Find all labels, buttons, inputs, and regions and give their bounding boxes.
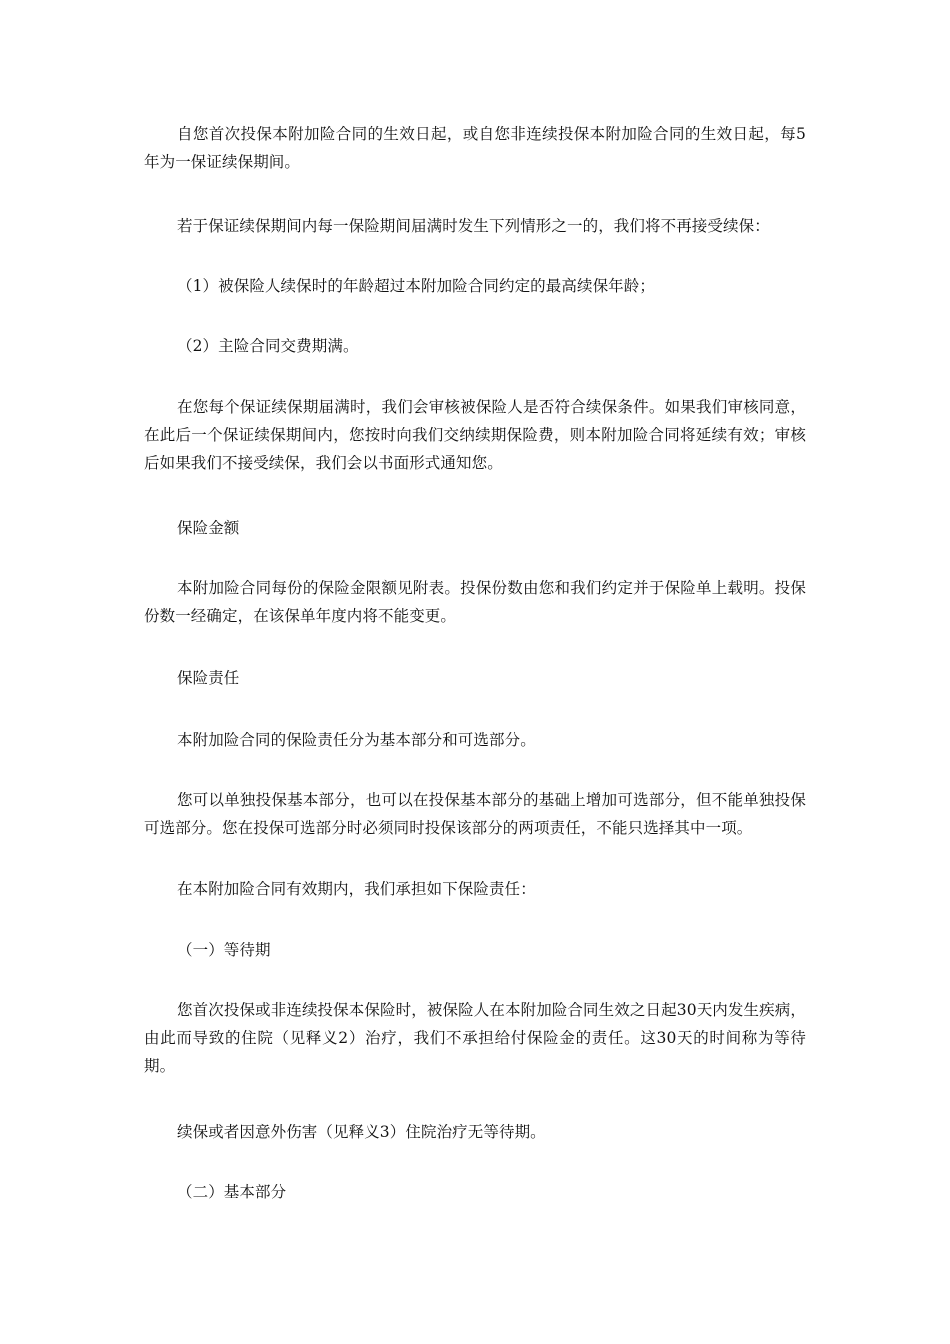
paragraph-insured-amount: 本附加险合同每份的保险金限额见附表。投保份数由您和我们约定并于保险单上载明。投保份数一经确定，在该保单年度内将不能变更。 xyxy=(144,579,806,625)
paragraph-optional-part: 您可以单独投保基本部分，也可以在投保基本部分的基础上增加可选部分，但不能单独投保可选部分。您在投保可选部分时必须同时投保该部分的两项责任，不能只选择其中一项。 xyxy=(144,791,806,837)
paragraph-renewal-conditions: 若于保证续保期间内每一保险期间届满时发生下列情形之一的，我们将不再接受续保： xyxy=(177,217,770,235)
paragraph-no-waiting-period: 续保或者因意外伤害（见释义3）住院治疗无等待期。 xyxy=(177,1123,546,1141)
paragraph-waiting-period: 您首次投保或非连续投保本保险时，被保险人在本附加险合同生效之日起30天内发生疾病，由此而导致的住院（见释义2）治疗，我们不承担给付保险金的责任。这30天的时间称为等待期。 xyxy=(144,1001,806,1075)
paragraph-renewal-period: 自您首次投保本附加险合同的生效日起，或自您非连续投保本附加险合同的生效日起，每5年为一保证续保期间。 xyxy=(144,125,806,171)
heading-waiting-period: （一）等待期 xyxy=(177,941,271,959)
paragraph-liability-parts: 本附加险合同的保险责任分为基本部分和可选部分。 xyxy=(177,731,536,749)
paragraph-renewal-review: 在您每个保证续保期届满时，我们会审核被保险人是否符合续保条件。如果我们审核同意，在此后一个保证续保期间内，您按时向我们交纳续期保险费，则本附加险合同将延续有效；审核后如果我们不接受续保，我们会以书面形式通知您。 xyxy=(144,398,806,472)
paragraph-condition-1: （1）被保险人续保时的年龄超过本附加险合同约定的最高续保年龄； xyxy=(177,277,655,295)
heading-basic-part: （二）基本部分 xyxy=(177,1183,287,1201)
paragraph-condition-2: （2）主险合同交费期满。 xyxy=(177,337,359,355)
heading-insurance-liability: 保险责任 xyxy=(177,669,240,687)
paragraph-liability-intro: 在本附加险合同有效期内，我们承担如下保险责任： xyxy=(177,880,536,898)
heading-insured-amount: 保险金额 xyxy=(177,519,240,537)
